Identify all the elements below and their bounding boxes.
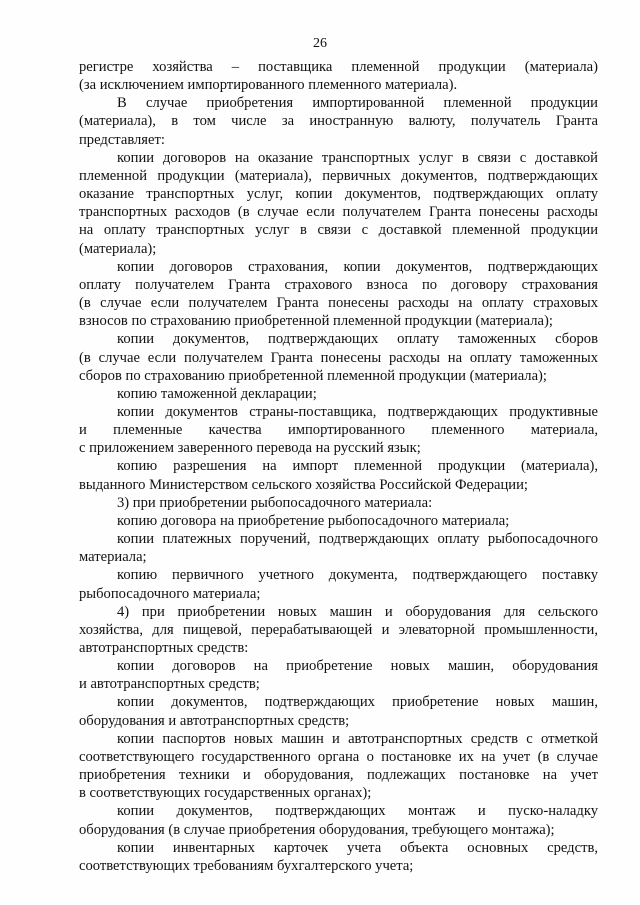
text-line: копию таможенной декларации; bbox=[117, 385, 317, 402]
text-line: хозяйства, для пищевой, перерабатывающей и элеваторной промышленности, bbox=[79, 621, 598, 638]
paragraph bbox=[79, 730, 598, 803]
text-line: (материала); bbox=[79, 240, 157, 257]
text-line: выданного Министерством сельского хозяйства Российской Федерации; bbox=[79, 476, 528, 493]
paragraph bbox=[79, 385, 598, 403]
text-line: копии документов, подтверждающих монтаж и пуско-наладку bbox=[117, 803, 598, 820]
paragraph bbox=[79, 566, 598, 602]
paragraph bbox=[79, 58, 598, 94]
paragraph bbox=[79, 693, 598, 729]
paragraph bbox=[79, 657, 598, 693]
text-line: оказание транспортных услуг, копии документов, подтверждающих оплату bbox=[79, 186, 598, 203]
text-line: материала; bbox=[79, 549, 147, 566]
text-line: копию договора на приобретение рыбопосадочного материала; bbox=[117, 512, 510, 529]
text-line: и племенные качества импортированного племенного материала, bbox=[79, 422, 598, 439]
text-line: соответствующего государственного органа о постановке их на учет (в случае bbox=[79, 748, 598, 765]
text-line: (в случае если получателем Гранта понесены расходы на оплату таможенных bbox=[79, 349, 598, 366]
text-line: оплату получателем Гранта страхового взноса по договору страхования bbox=[79, 276, 598, 293]
text-line: племенной продукции (материала), первичных документов, подтверждающих bbox=[79, 167, 598, 184]
text-line: копии договоров на оказание транспортных услуг в связи с доставкой bbox=[117, 149, 598, 166]
text-line: в соответствующих государственных органах); bbox=[79, 785, 372, 802]
paragraph bbox=[79, 149, 598, 258]
text-line: на оплату транспортных услуг в связи с доставкой племенной продукции bbox=[79, 222, 598, 239]
text-line: копии инвентарных карточек учета объекта основных средств, bbox=[117, 839, 598, 856]
paragraph bbox=[79, 530, 598, 566]
document-body bbox=[79, 58, 598, 875]
text-line: взносов по страхованию приобретенной племенной продукции (материала); bbox=[79, 313, 553, 330]
text-line: транспортных расходов (в случае если получателем Гранта понесены расходы bbox=[79, 204, 598, 221]
paragraph bbox=[79, 839, 598, 875]
paragraph bbox=[79, 603, 598, 657]
text-line: копии документов страны-поставщика, подтверждающих продуктивные bbox=[117, 403, 598, 420]
paragraph bbox=[79, 94, 598, 148]
text-line: оборудования и автотранспортных средств; bbox=[79, 712, 350, 729]
text-line: регистре хозяйства – поставщика племенной продукции (материала) bbox=[79, 59, 598, 75]
text-line: копии платежных поручений, подтверждающих оплату рыбопосадочного bbox=[117, 531, 598, 548]
text-line: копию первичного учетного документа, подтверждающего поставку bbox=[117, 567, 598, 584]
paragraph bbox=[79, 403, 598, 457]
paragraph bbox=[79, 330, 598, 384]
text-line: соответствующих требованиям бухгалтерского учета; bbox=[79, 857, 414, 874]
text-line: копии паспортов новых машин и автотранспортных средств с отметкой bbox=[117, 730, 598, 747]
text-line: и автотранспортных средств; bbox=[79, 676, 260, 693]
text-line: копии документов, подтверждающих оплату таможенных сборов bbox=[117, 331, 598, 348]
text-line: (за исключением импортированного племенного материала). bbox=[79, 77, 458, 94]
text-line: В случае приобретения импортированной племенной продукции bbox=[117, 95, 598, 112]
paragraph bbox=[79, 512, 598, 530]
text-line: копии документов, подтверждающих приобретение новых машин, bbox=[117, 694, 598, 711]
paragraph bbox=[79, 258, 598, 331]
page-number: 26 bbox=[313, 36, 327, 51]
paragraph bbox=[79, 802, 598, 838]
text-line: копии договоров на приобретение новых машин, оборудования bbox=[117, 658, 598, 675]
text-line: с приложением заверенного перевода на русский язык; bbox=[79, 440, 421, 457]
text-line: автотранспортных средств: bbox=[79, 640, 249, 656]
text-line: 3) при приобретении рыбопосадочного материала: bbox=[117, 494, 433, 511]
text-line: рыбопосадочного материала; bbox=[79, 585, 261, 602]
text-line: копии договоров страхования, копии документов, подтверждающих bbox=[117, 258, 598, 275]
text-line: (материала), в том числе за иностранную валюту, получатель Гранта bbox=[79, 113, 598, 130]
text-line: 4) при приобретении новых машин и оборудования для сельского bbox=[117, 603, 598, 620]
text-line: копию разрешения на импорт племенной продукции (материала), bbox=[117, 458, 598, 475]
text-line: сборов по страхованию приобретенной племенной продукции (материала); bbox=[79, 367, 547, 384]
text-line: оборудования (в случае приобретения оборудования, требующего монтажа); bbox=[79, 821, 555, 838]
text-line: (в случае если получателем Гранта понесены расходы на оплату страховых bbox=[79, 295, 598, 312]
paragraph bbox=[79, 494, 598, 512]
text-line: приобретения техники и оборудования, подлежащих постановке на учет bbox=[79, 767, 598, 784]
paragraph bbox=[79, 457, 598, 493]
text-line: представляет: bbox=[79, 131, 165, 148]
